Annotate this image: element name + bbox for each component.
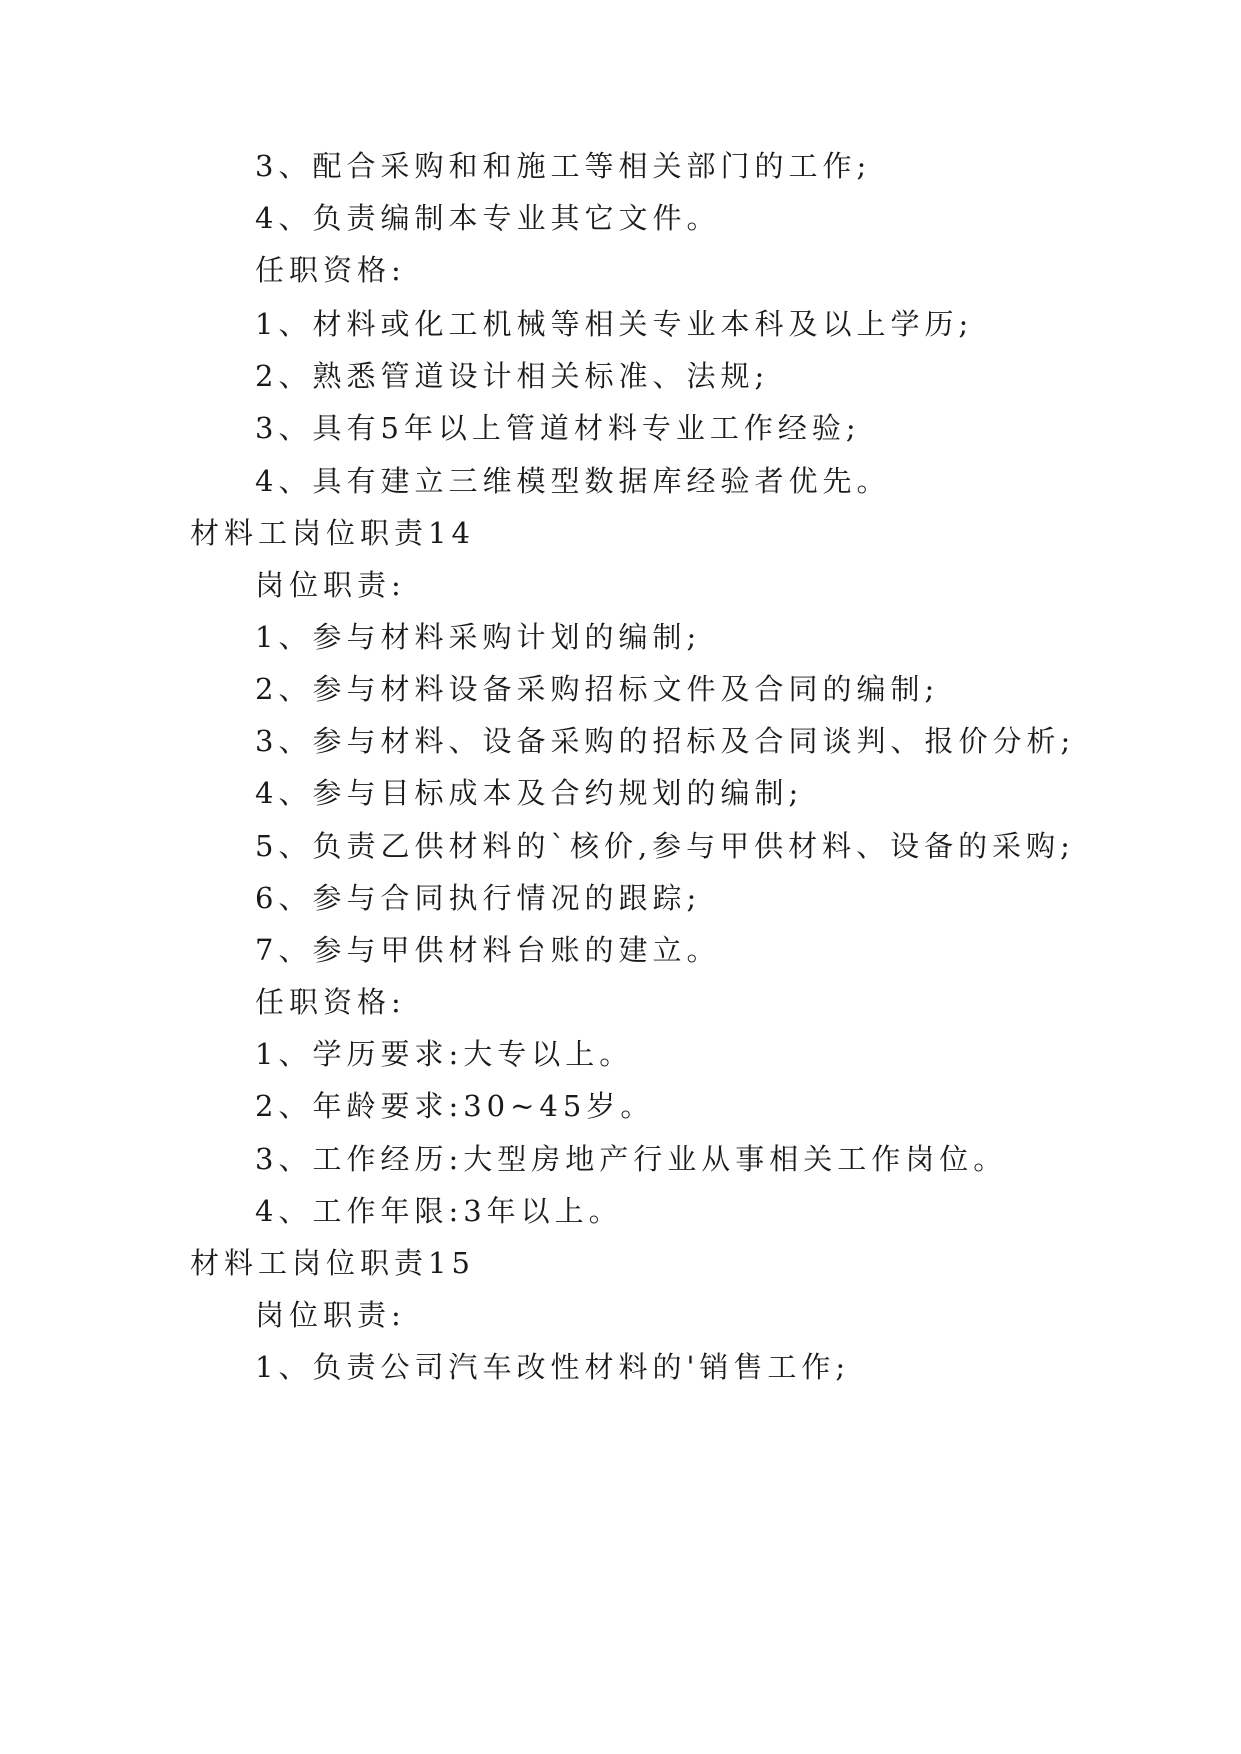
list-item: 1、材料或化工机械等相关专业本科及以上学历; [255,307,974,341]
section-label: 任职资格: [255,253,406,287]
section-label: 岗位职责: [255,568,406,602]
list-item: 2、熟悉管道设计相关标准、法规; [255,359,770,393]
list-item: 3、参与材料、设备采购的招标及合同谈判、报价分析; [255,724,1076,758]
list-item: 2、年龄要求:30~45岁。 [255,1089,655,1123]
list-item: 3、工作经历:大型房地产行业从事相关工作岗位。 [255,1142,1008,1176]
list-item: 1、学历要求:大专以上。 [255,1037,634,1071]
list-item: 1、参与材料采购计划的编制; [255,620,702,654]
section-heading: 材料工岗位职责14 [190,516,475,550]
section-label: 岗位职责: [255,1298,406,1332]
list-item: 5、负责乙供材料的`核价,参与甲供材料、设备的采购; [255,829,1075,863]
list-item: 3、配合采购和和施工等相关部门的工作; [255,149,872,183]
list-item: 2、参与材料设备采购招标文件及合同的编制; [255,672,940,706]
list-item: 4、参与目标成本及合约规划的编制; [255,776,804,810]
section-heading: 材料工岗位职责15 [190,1246,475,1280]
list-item: 4、具有建立三维模型数据库经验者优先。 [255,464,891,498]
list-item: 7、参与甲供材料台账的建立。 [255,933,721,967]
list-item: 4、工作年限:3年以上。 [255,1194,623,1228]
list-item: 3、具有5年以上管道材料专业工作经验; [255,411,861,445]
section-label: 任职资格: [255,985,406,1019]
list-item: 1、负责公司汽车改性材料的'销售工作; [255,1350,851,1384]
list-item: 6、参与合同执行情况的跟踪; [255,881,702,915]
list-item: 4、负责编制本专业其它文件。 [255,201,721,235]
